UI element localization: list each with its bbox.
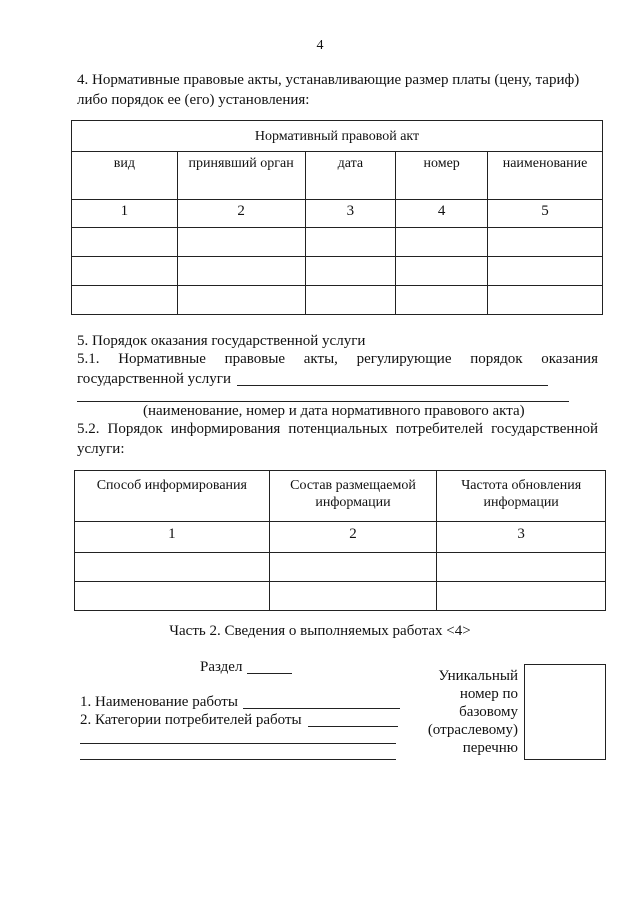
work-name-input-line[interactable] (243, 708, 400, 709)
table-cell[interactable] (396, 257, 488, 286)
table-cell[interactable] (75, 553, 270, 582)
table-cell[interactable] (177, 257, 305, 286)
column-number: 2 (177, 200, 305, 228)
table-row (72, 286, 603, 315)
unique-number-label-line: номер по (459, 686, 518, 702)
column-header-number: номер (396, 152, 488, 200)
table-cell[interactable] (305, 228, 396, 257)
column-number: 1 (75, 522, 270, 553)
normative-act-caption: (наименование, номер и дата нормативного правового акта) (143, 403, 525, 419)
page-number: 4 (316, 38, 324, 53)
column-number: 1 (72, 200, 178, 228)
table-row (75, 582, 606, 611)
table-cell[interactable] (437, 553, 606, 582)
informing-table (74, 470, 606, 611)
table-cell[interactable] (396, 228, 488, 257)
column-header-frequency: Частота обновления информации (437, 471, 606, 522)
column-header-authority: принявший орган (177, 152, 305, 200)
consumers-input-line-2[interactable] (80, 743, 396, 744)
consumers-input-line[interactable] (308, 726, 398, 727)
table-cell[interactable] (177, 286, 305, 315)
section4-heading-line1: 4. Нормативные правовые акты, устанавливающие размер платы (цену, тариф) (77, 72, 580, 88)
section5-heading: 5. Порядок оказания государственной услуги (77, 333, 366, 349)
section-number-input-line[interactable] (247, 673, 292, 674)
column-number: 4 (396, 200, 488, 228)
table-cell[interactable] (269, 553, 437, 582)
table-cell[interactable] (72, 228, 178, 257)
table-header: Нормативный правовой акт (72, 121, 603, 152)
table-cell[interactable] (488, 286, 603, 315)
column-header-date: дата (305, 152, 396, 200)
unique-number-label-line: базовому (459, 704, 518, 720)
table-cell[interactable] (396, 286, 488, 315)
unique-number-label-line: Уникальный (438, 668, 518, 684)
table-cell[interactable] (72, 286, 178, 315)
column-header-method: Способ информирования (75, 471, 270, 522)
column-header-name: наименование (488, 152, 603, 200)
table-cell[interactable] (488, 257, 603, 286)
column-header-content: Состав размещаемой информации (269, 471, 437, 522)
table-row (72, 228, 603, 257)
unique-number-box[interactable] (524, 664, 606, 760)
unique-number-label (418, 667, 518, 757)
normative-acts-table (71, 120, 603, 315)
column-number: 5 (488, 200, 603, 228)
part2-title: Часть 2. Сведения о выполняемых работах <4> (169, 623, 471, 639)
normative-act-input-line[interactable] (237, 385, 548, 386)
column-number: 3 (305, 200, 396, 228)
table-row (75, 553, 606, 582)
work-name-label: 1. Наименование работы (80, 694, 238, 710)
table-cell[interactable] (269, 582, 437, 611)
section52-line1: 5.2. Порядок информирования потенциальных потребителей государственной (77, 421, 598, 437)
table-cell[interactable] (75, 582, 270, 611)
section51-line1: 5.1. Нормативные правовые акты, регулирующие порядок оказания (77, 351, 598, 367)
table-cell[interactable] (305, 257, 396, 286)
table-cell[interactable] (437, 582, 606, 611)
column-number: 3 (437, 522, 606, 553)
unique-number-label-line: перечню (462, 740, 518, 756)
table-cell[interactable] (305, 286, 396, 315)
table-cell[interactable] (72, 257, 178, 286)
unique-number-label-line: (отраслевому) (427, 722, 518, 738)
section4-heading-line2: либо порядок ее (его) установления: (77, 92, 310, 108)
section-label: Раздел (200, 659, 243, 675)
section52-line2: услуги: (77, 441, 125, 457)
column-header-type: вид (72, 152, 178, 200)
table-cell[interactable] (488, 228, 603, 257)
section51-line2: государственной услуги (77, 371, 231, 387)
column-number: 2 (269, 522, 437, 553)
table-cell[interactable] (177, 228, 305, 257)
table-row (72, 257, 603, 286)
consumers-label: 2. Категории потребителей работы (80, 712, 302, 728)
consumers-input-line-3[interactable] (80, 759, 396, 760)
